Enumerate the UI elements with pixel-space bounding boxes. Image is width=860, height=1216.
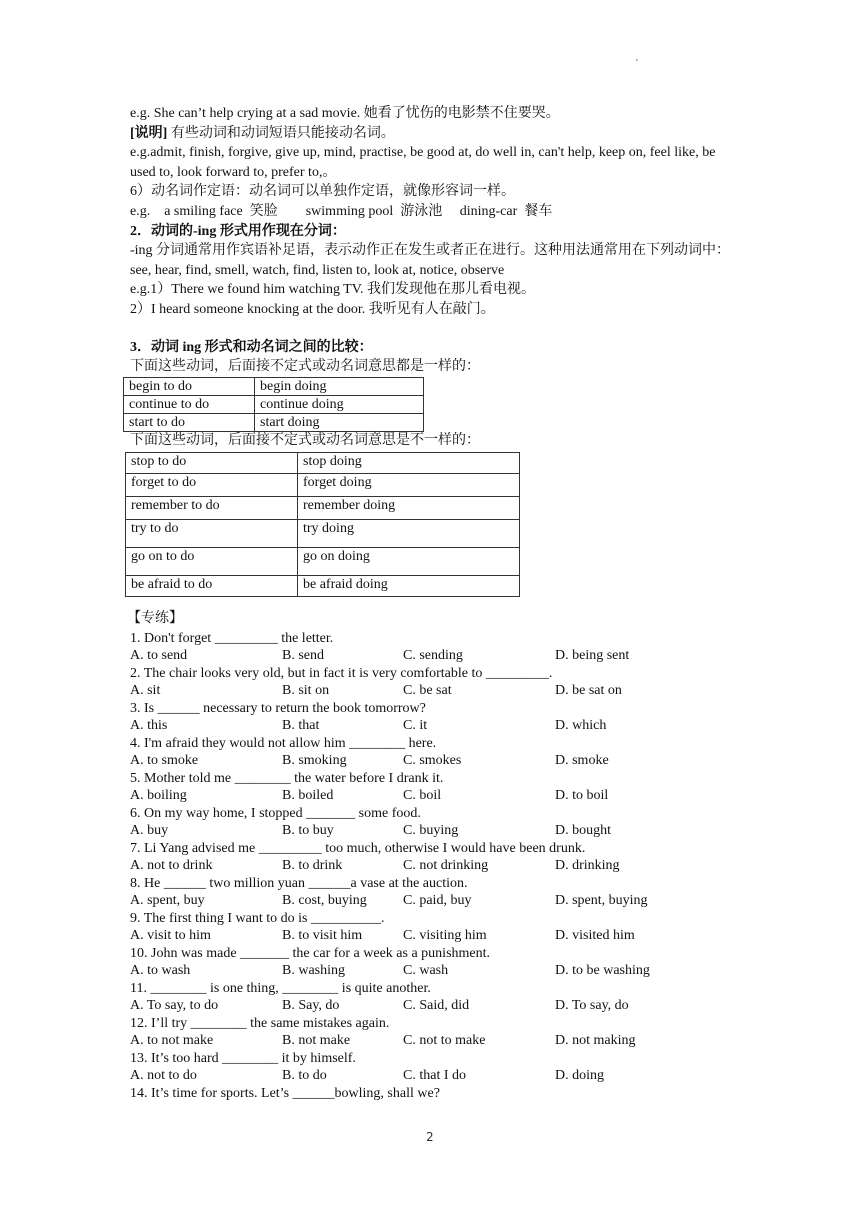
table-row xyxy=(126,453,520,474)
attributive-rule: 6）动名词作定语：动名词可以单独作定语，就像形容词一样。 xyxy=(130,184,515,200)
option-c: C. it xyxy=(403,718,428,734)
question-text: 8. He ______ two million yuan ______a vase at the auction. xyxy=(130,875,468,891)
header-mark: ' xyxy=(636,58,638,69)
answer-options xyxy=(130,751,735,769)
option-c: C. that I do xyxy=(403,1068,466,1084)
answer-options xyxy=(130,996,735,1014)
different-meaning-table xyxy=(125,452,520,597)
section-3-heading: 3．动词 ing 形式和动名词之间的比较： xyxy=(130,339,373,355)
option-a: A. this xyxy=(130,718,168,734)
option-d: D. not making xyxy=(555,1033,636,1049)
table-cell: start doing xyxy=(255,413,424,431)
option-d: D. smoke xyxy=(555,753,609,769)
option-d: D. which xyxy=(555,718,607,734)
table-row xyxy=(126,548,520,576)
table-cell: go on doing xyxy=(298,548,520,576)
question-text: 2. The chair looks very old, but in fact it is very comfortable to _________. xyxy=(130,665,553,681)
table-cell: continue to do xyxy=(124,395,255,413)
answer-options xyxy=(130,821,735,839)
option-b: B. washing xyxy=(282,963,345,979)
option-c: C. not drinking xyxy=(403,858,489,874)
question-text: 7. Li Yang advised me _________ too much, otherwise I would have been drunk. xyxy=(130,840,586,856)
page-number: 2 xyxy=(426,1130,434,1144)
table-cell: begin to do xyxy=(124,377,255,395)
option-c: C. Said, did xyxy=(403,998,470,1014)
option-d: D. visited him xyxy=(555,928,635,944)
table-row xyxy=(124,377,424,395)
option-a: A. spent, buy xyxy=(130,893,205,909)
question-text: 6. On my way home, I stopped _______ some food. xyxy=(130,805,421,821)
option-a: A. not to do xyxy=(130,1068,197,1084)
table-cell: continue doing xyxy=(255,395,424,413)
same-meaning-intro: 下面这些动词，后面接不定式或动名词意思都是一样的： xyxy=(130,359,480,375)
option-b: B. that xyxy=(282,718,320,734)
practice-questions xyxy=(130,629,735,1084)
option-d: D. doing xyxy=(555,1068,604,1084)
same-meaning-table xyxy=(123,377,424,432)
answer-options xyxy=(130,891,735,909)
question-text: 13. It’s too hard ________ it by himself. xyxy=(130,1050,356,1066)
option-b: B. Say, do xyxy=(282,998,340,1014)
option-c: C. smokes xyxy=(403,753,462,769)
table-row xyxy=(126,474,520,497)
table-row xyxy=(126,497,520,520)
option-a: A. boiling xyxy=(130,788,187,804)
answer-options xyxy=(130,786,735,804)
question-text: 5. Mother told me ________ the water before I drank it. xyxy=(130,770,444,786)
question-text: 4. I'm afraid they would not allow him ________ here. xyxy=(130,735,437,751)
note-line xyxy=(130,124,735,144)
option-c: C. be sat xyxy=(403,683,452,699)
option-c: C. wash xyxy=(403,963,449,979)
option-b: B. cost, buying xyxy=(282,893,367,909)
table-cell: stop to do xyxy=(126,453,298,474)
question-text: 11. ________ is one thing, ________ is quite another. xyxy=(130,980,431,996)
option-c: C. not to make xyxy=(403,1033,486,1049)
answer-options xyxy=(130,926,735,944)
note-label: [说明] xyxy=(130,125,168,141)
option-a: A. not to drink xyxy=(130,858,213,874)
answer-options xyxy=(130,716,735,734)
answer-options xyxy=(130,856,735,874)
table-cell: remember to do xyxy=(126,497,298,520)
option-b: B. not make xyxy=(282,1033,351,1049)
table-row xyxy=(124,413,424,431)
option-a: A. visit to him xyxy=(130,928,211,944)
table-cell: forget to do xyxy=(126,474,298,497)
table-cell: try doing xyxy=(298,520,520,548)
table-cell: go on to do xyxy=(126,548,298,576)
option-a: A. to smoke xyxy=(130,753,199,769)
option-a: A. sit xyxy=(130,683,161,699)
option-b: B. to do xyxy=(282,1068,327,1084)
table-row xyxy=(124,395,424,413)
table-row xyxy=(126,576,520,597)
table-cell: forget doing xyxy=(298,474,520,497)
answer-options xyxy=(130,1066,735,1084)
question-text: 12. I’ll try ________ the same mistakes again. xyxy=(130,1015,390,1031)
option-a: A. to send xyxy=(130,648,188,664)
question-text: 1. Don't forget _________ the letter. xyxy=(130,630,334,646)
table-cell: be afraid doing xyxy=(298,576,520,597)
section-2-example-1: e.g.1）There we found him watching TV. 我们发现他在那儿看电视。 xyxy=(130,282,536,298)
option-d: D. bought xyxy=(555,823,611,839)
answer-options xyxy=(130,681,735,699)
table-cell: start to do xyxy=(124,413,255,431)
section-2-heading: 2．动词的-ing 形式用作现在分词： xyxy=(130,223,346,239)
option-a: A. to wash xyxy=(130,963,191,979)
table-cell: remember doing xyxy=(298,497,520,520)
page-content xyxy=(127,104,735,1101)
table-row xyxy=(126,520,520,548)
answer-options xyxy=(130,646,735,664)
option-d: D. To say, do xyxy=(555,998,629,1014)
answer-options xyxy=(130,1031,735,1049)
option-d: D. being sent xyxy=(555,648,630,664)
attributive-example: e.g. a smiling face 笑脸 swimming pool 游泳池 dining-car 餐车 xyxy=(130,203,553,219)
question-text: 9. The first thing I want to do is __________. xyxy=(130,910,385,926)
answer-options xyxy=(130,961,735,979)
gerund-verb-list: e.g.admit, finish, forgive, give up, mind, practise, be good at, do well in, can't help, keep on, feel like, be used to, look forward to, prefer to,。 xyxy=(130,145,716,180)
option-c: C. buying xyxy=(403,823,459,839)
option-c: C. visiting him xyxy=(403,928,487,944)
option-d: D. be sat on xyxy=(555,683,622,699)
option-a: A. buy xyxy=(130,823,169,839)
option-b: B. to drink xyxy=(282,858,343,874)
section-2-example-2: 2）I heard someone knocking at the door. 我听见有人在敲门。 xyxy=(130,301,495,317)
question-14: 14. It’s time for sports. Let’s ______bowling, shall we? xyxy=(130,1085,440,1101)
option-b: B. smoking xyxy=(282,753,347,769)
option-b: B. to buy xyxy=(282,823,334,839)
option-d: D. spent, buying xyxy=(555,893,648,909)
option-c: C. boil xyxy=(403,788,442,804)
option-c: C. sending xyxy=(403,648,463,664)
question-text: 10. John was made _______ the car for a week as a punishment. xyxy=(130,945,491,961)
option-d: D. to be washing xyxy=(555,963,650,979)
option-b: B. sit on xyxy=(282,683,330,699)
option-a: A. to not make xyxy=(130,1033,214,1049)
option-d: D. drinking xyxy=(555,858,620,874)
option-c: C. paid, buy xyxy=(403,893,472,909)
example-line: e.g. She can’t help crying at a sad movie. 她看了忧伤的电影禁不住要哭。 xyxy=(130,106,560,121)
table-cell: stop doing xyxy=(298,453,520,474)
note-text: 有些动词和动词短语只能接动名词。 xyxy=(167,125,395,141)
table-cell: be afraid to do xyxy=(126,576,298,597)
option-a: A. To say, to do xyxy=(130,998,219,1014)
option-d: D. to boil xyxy=(555,788,609,804)
option-b: B. boiled xyxy=(282,788,334,804)
option-b: B. to visit him xyxy=(282,928,363,944)
section-2-body: -ing 分词通常用作宾语补足语，表示动作正在发生或者正在进行。这种用法通常用在下列动词中：see, hear, find, smell, watch, find, listen to, look at, notice, observe xyxy=(130,243,731,278)
practice-heading: 【专练】 xyxy=(127,611,183,627)
option-b: B. send xyxy=(282,648,324,664)
table-cell: begin doing xyxy=(255,377,424,395)
question-text: 3. Is ______ necessary to return the book tomorrow? xyxy=(130,700,426,716)
different-meaning-intro: 下面这些动词，后面接不定式或动名词意思是不一样的： xyxy=(130,432,480,448)
table-cell: try to do xyxy=(126,520,298,548)
